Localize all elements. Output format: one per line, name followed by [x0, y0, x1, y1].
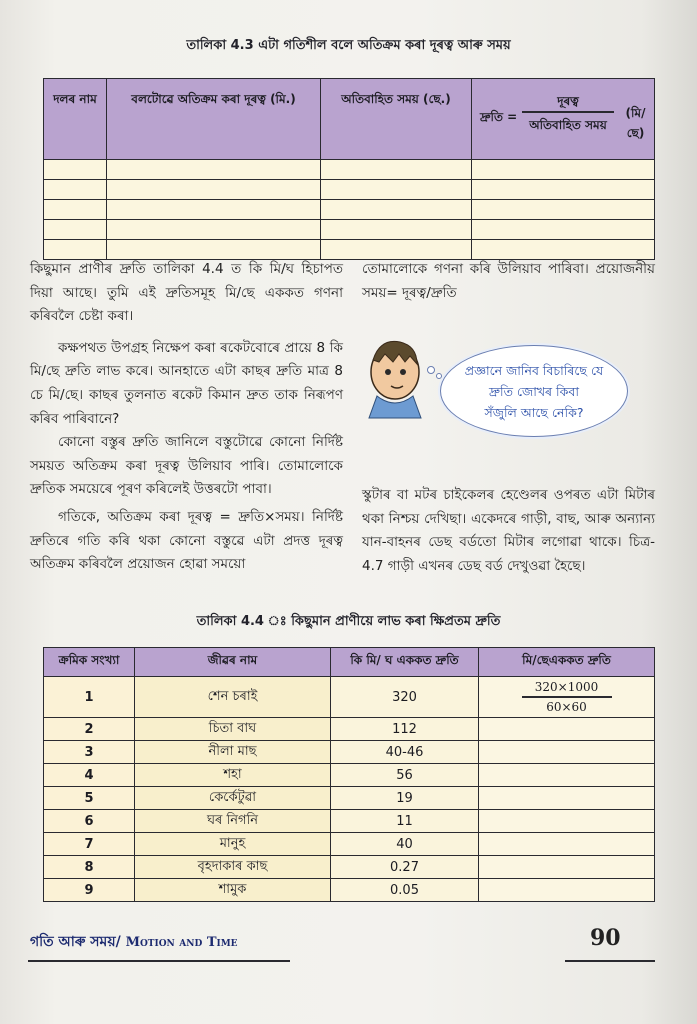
- table-row: [44, 787, 655, 810]
- conversion-denominator: 60×60: [546, 699, 587, 714]
- header-serial-no: ক্ৰমিক সংখ্যা: [44, 648, 135, 677]
- table-row: [44, 160, 655, 180]
- left-column: [30, 258, 343, 577]
- table-row: [44, 833, 655, 856]
- paragraph: তোমালোকে গণনা কৰি উলিয়াব পাৰিবা। প্ৰয়োজনীয় সময়= দূৰত্ব/দ্ৰুতি: [362, 261, 655, 301]
- paragraph: স্কুটাৰ বা মটৰ চাইকেলৰ হেণ্ডেলৰ ওপৰত এটা মিটাৰ থকা নিশ্চয় দেখিছা। একেদৰে গাড়ী, বাছ, আৰু অন্যান্য যান-বাহনৰ ডেছ বৰ্ডতো মিটাৰ লগোৱা থাকে। চিত্ৰ- 4.7 গাড়ী এখনৰ ডেছ বৰ্ড দেখুওৱা হৈছে।: [362, 487, 655, 574]
- table-row: [44, 220, 655, 240]
- paragraph: গতিকে, অতিক্ৰম কৰা দূৰত্ব = দ্ৰুতি×সময়। নিৰ্দিষ্ট দ্ৰুতিৰে গতি কৰি থকা কোনো বস্তুৱে এটা প্ৰদত্ত দূৰত্ব অতিক্ৰম কৰিবলৈ প্ৰয়োজন হোৱা সময়ো: [30, 508, 343, 573]
- serial-no-cell: 2: [44, 718, 135, 741]
- animal-name-cell: শামুক: [135, 879, 331, 902]
- speed-ms-cell: [479, 879, 655, 902]
- serial-no-cell: 3: [44, 741, 135, 764]
- serial-no-cell: 8: [44, 856, 135, 879]
- animal-name-cell: ঘৰ নিগনি: [135, 810, 331, 833]
- header-distance: বলটোৱে অতিক্ৰম কৰা দূৰত্ব (মি.): [107, 79, 321, 160]
- page-number: 90: [590, 925, 621, 951]
- header-speed-ms: মি/ছেএককত দ্ৰুতি: [479, 648, 655, 677]
- speed-denominator: অতিবাহিত সময়: [529, 118, 607, 132]
- table-4-4-caption: তালিকা 4.4 ঃ কিছুমান প্ৰাণীয়ে লাভ কৰা ক্ষিপ্ৰতম দ্ৰুতি: [196, 614, 501, 629]
- speed-numerator: দূৰত্ব: [557, 94, 579, 108]
- serial-no-cell: 9: [44, 879, 135, 902]
- speed-ms-cell: [479, 677, 655, 718]
- header-animal-name: জীৱৰ নাম: [135, 648, 331, 677]
- table-4-4: [43, 647, 655, 902]
- table-row: [44, 240, 655, 260]
- animal-name-cell: মানুহ: [135, 833, 331, 856]
- serial-no-cell: 5: [44, 787, 135, 810]
- serial-no-cell: 6: [44, 810, 135, 833]
- speed-ms-cell: [479, 787, 655, 810]
- chapter-title-assamese: গতি আৰু সময়/: [30, 934, 121, 950]
- speed-kmh-cell: 40-46: [331, 741, 479, 764]
- speed-unit: (মি/ছে): [625, 106, 646, 140]
- serial-no-cell: 4: [44, 764, 135, 787]
- cloud-line: প্ৰজ্ঞানে জানিব বিচাৰিছে যে: [464, 363, 604, 378]
- header-time: অতিবাহিত সময় (ছে.): [321, 79, 472, 160]
- table-row: [44, 856, 655, 879]
- chapter-title-english: Motion and Time: [125, 935, 238, 950]
- speed-kmh-cell: 0.27: [331, 856, 479, 879]
- cloud-line: সঁজুলি আছে নেকি?: [484, 405, 584, 420]
- table-row: [44, 200, 655, 220]
- speed-kmh-cell: 320: [331, 677, 479, 718]
- table-row: [44, 810, 655, 833]
- speed-ms-cell: [479, 856, 655, 879]
- header-speed: [472, 79, 655, 160]
- animal-name-cell: নীলা মাছ: [135, 741, 331, 764]
- serial-no-cell: 1: [44, 677, 135, 718]
- animal-name-cell: কেৰ্কেটুৱা: [135, 787, 331, 810]
- animal-name-cell: চিতা বাঘ: [135, 718, 331, 741]
- speed-ms-cell: [479, 718, 655, 741]
- speed-kmh-cell: 19: [331, 787, 479, 810]
- speed-kmh-cell: 56: [331, 764, 479, 787]
- table-row: [44, 764, 655, 787]
- table-4-3-caption: তালিকা 4.3 এটা গতিশীল বলে অতিক্ৰম কৰা দূৰত্ব আৰু সময়: [186, 38, 511, 53]
- speed-kmh-cell: 0.05: [331, 879, 479, 902]
- table-row: [44, 718, 655, 741]
- chapter-title: [30, 930, 238, 954]
- speed-ms-cell: [479, 810, 655, 833]
- animal-name-cell: বৃহদাকাৰ কাছ: [135, 856, 331, 879]
- serial-no-cell: 7: [44, 833, 135, 856]
- paragraph: কিছুমান প্ৰাণীৰ দ্ৰুতি তালিকা 4.4 ত কি মি/ঘ হিচাপত দিয়া আছে। তুমি এই দ্ৰুতিসমূহ মি/ছে এককত গণনা কৰিবলৈ চেষ্টা কৰা।: [30, 261, 343, 325]
- fraction-bar: [522, 111, 614, 113]
- fraction-bar: [522, 696, 612, 697]
- speed-label: দ্ৰুতি =: [480, 110, 518, 124]
- table-row: [44, 741, 655, 764]
- speed-ms-cell: [479, 764, 655, 787]
- right-column-top: [362, 258, 655, 305]
- table-4-3: [43, 78, 655, 260]
- header-speed-kmh: কি মি/ ঘ এককত দ্ৰুতি: [331, 648, 479, 677]
- animal-name-cell: শেন চৰাই: [135, 677, 331, 718]
- thought-cloud: [440, 345, 628, 437]
- table-row: [44, 677, 655, 718]
- conversion-numerator: 320×1000: [534, 680, 599, 695]
- paragraph: কক্ষপথত উপগ্ৰহ নিক্ষেপ কৰা ৰকেটবোৰে প্ৰায়ে 8 কি মি/ছে দ্ৰুতি লাভ কৰে। আনহাতে এটা কাছৰ দ্ৰুতি মাত্ৰ 8 চে মি/ছে। কাছৰ তুলনাত ৰকেট কিমান দ্ৰুত তাক নিৰূপণ কৰিব পাৰিবানে?: [30, 339, 343, 427]
- footer-rule-left: [28, 960, 290, 962]
- table-row: [44, 879, 655, 902]
- footer-rule-right: [565, 960, 655, 962]
- boy-character-illustration: [355, 330, 455, 420]
- table-row: [44, 180, 655, 200]
- speed-kmh-cell: 40: [331, 833, 479, 856]
- speed-ms-cell: [479, 833, 655, 856]
- speed-kmh-cell: 112: [331, 718, 479, 741]
- paragraph: কোনো বস্তুৰ দ্ৰুতি জানিলে বস্তুটোৱে কোনো নিৰ্দিষ্ট সময়ত অতিক্ৰম কৰা দূৰত্ব উলিয়াব পাৰি। তোমালোকে দ্ৰুতিক সময়েৰে পূৰণ কৰিলেই উত্তৰটো পাবা।: [30, 434, 343, 498]
- speed-ms-cell: [479, 741, 655, 764]
- header-team-name: দলৰ নাম: [44, 79, 107, 160]
- right-column-bottom: [362, 484, 655, 578]
- speed-kmh-cell: 11: [331, 810, 479, 833]
- animal-name-cell: শহা: [135, 764, 331, 787]
- cloud-line: দ্ৰুতি জোখৰ কিবা: [489, 384, 579, 399]
